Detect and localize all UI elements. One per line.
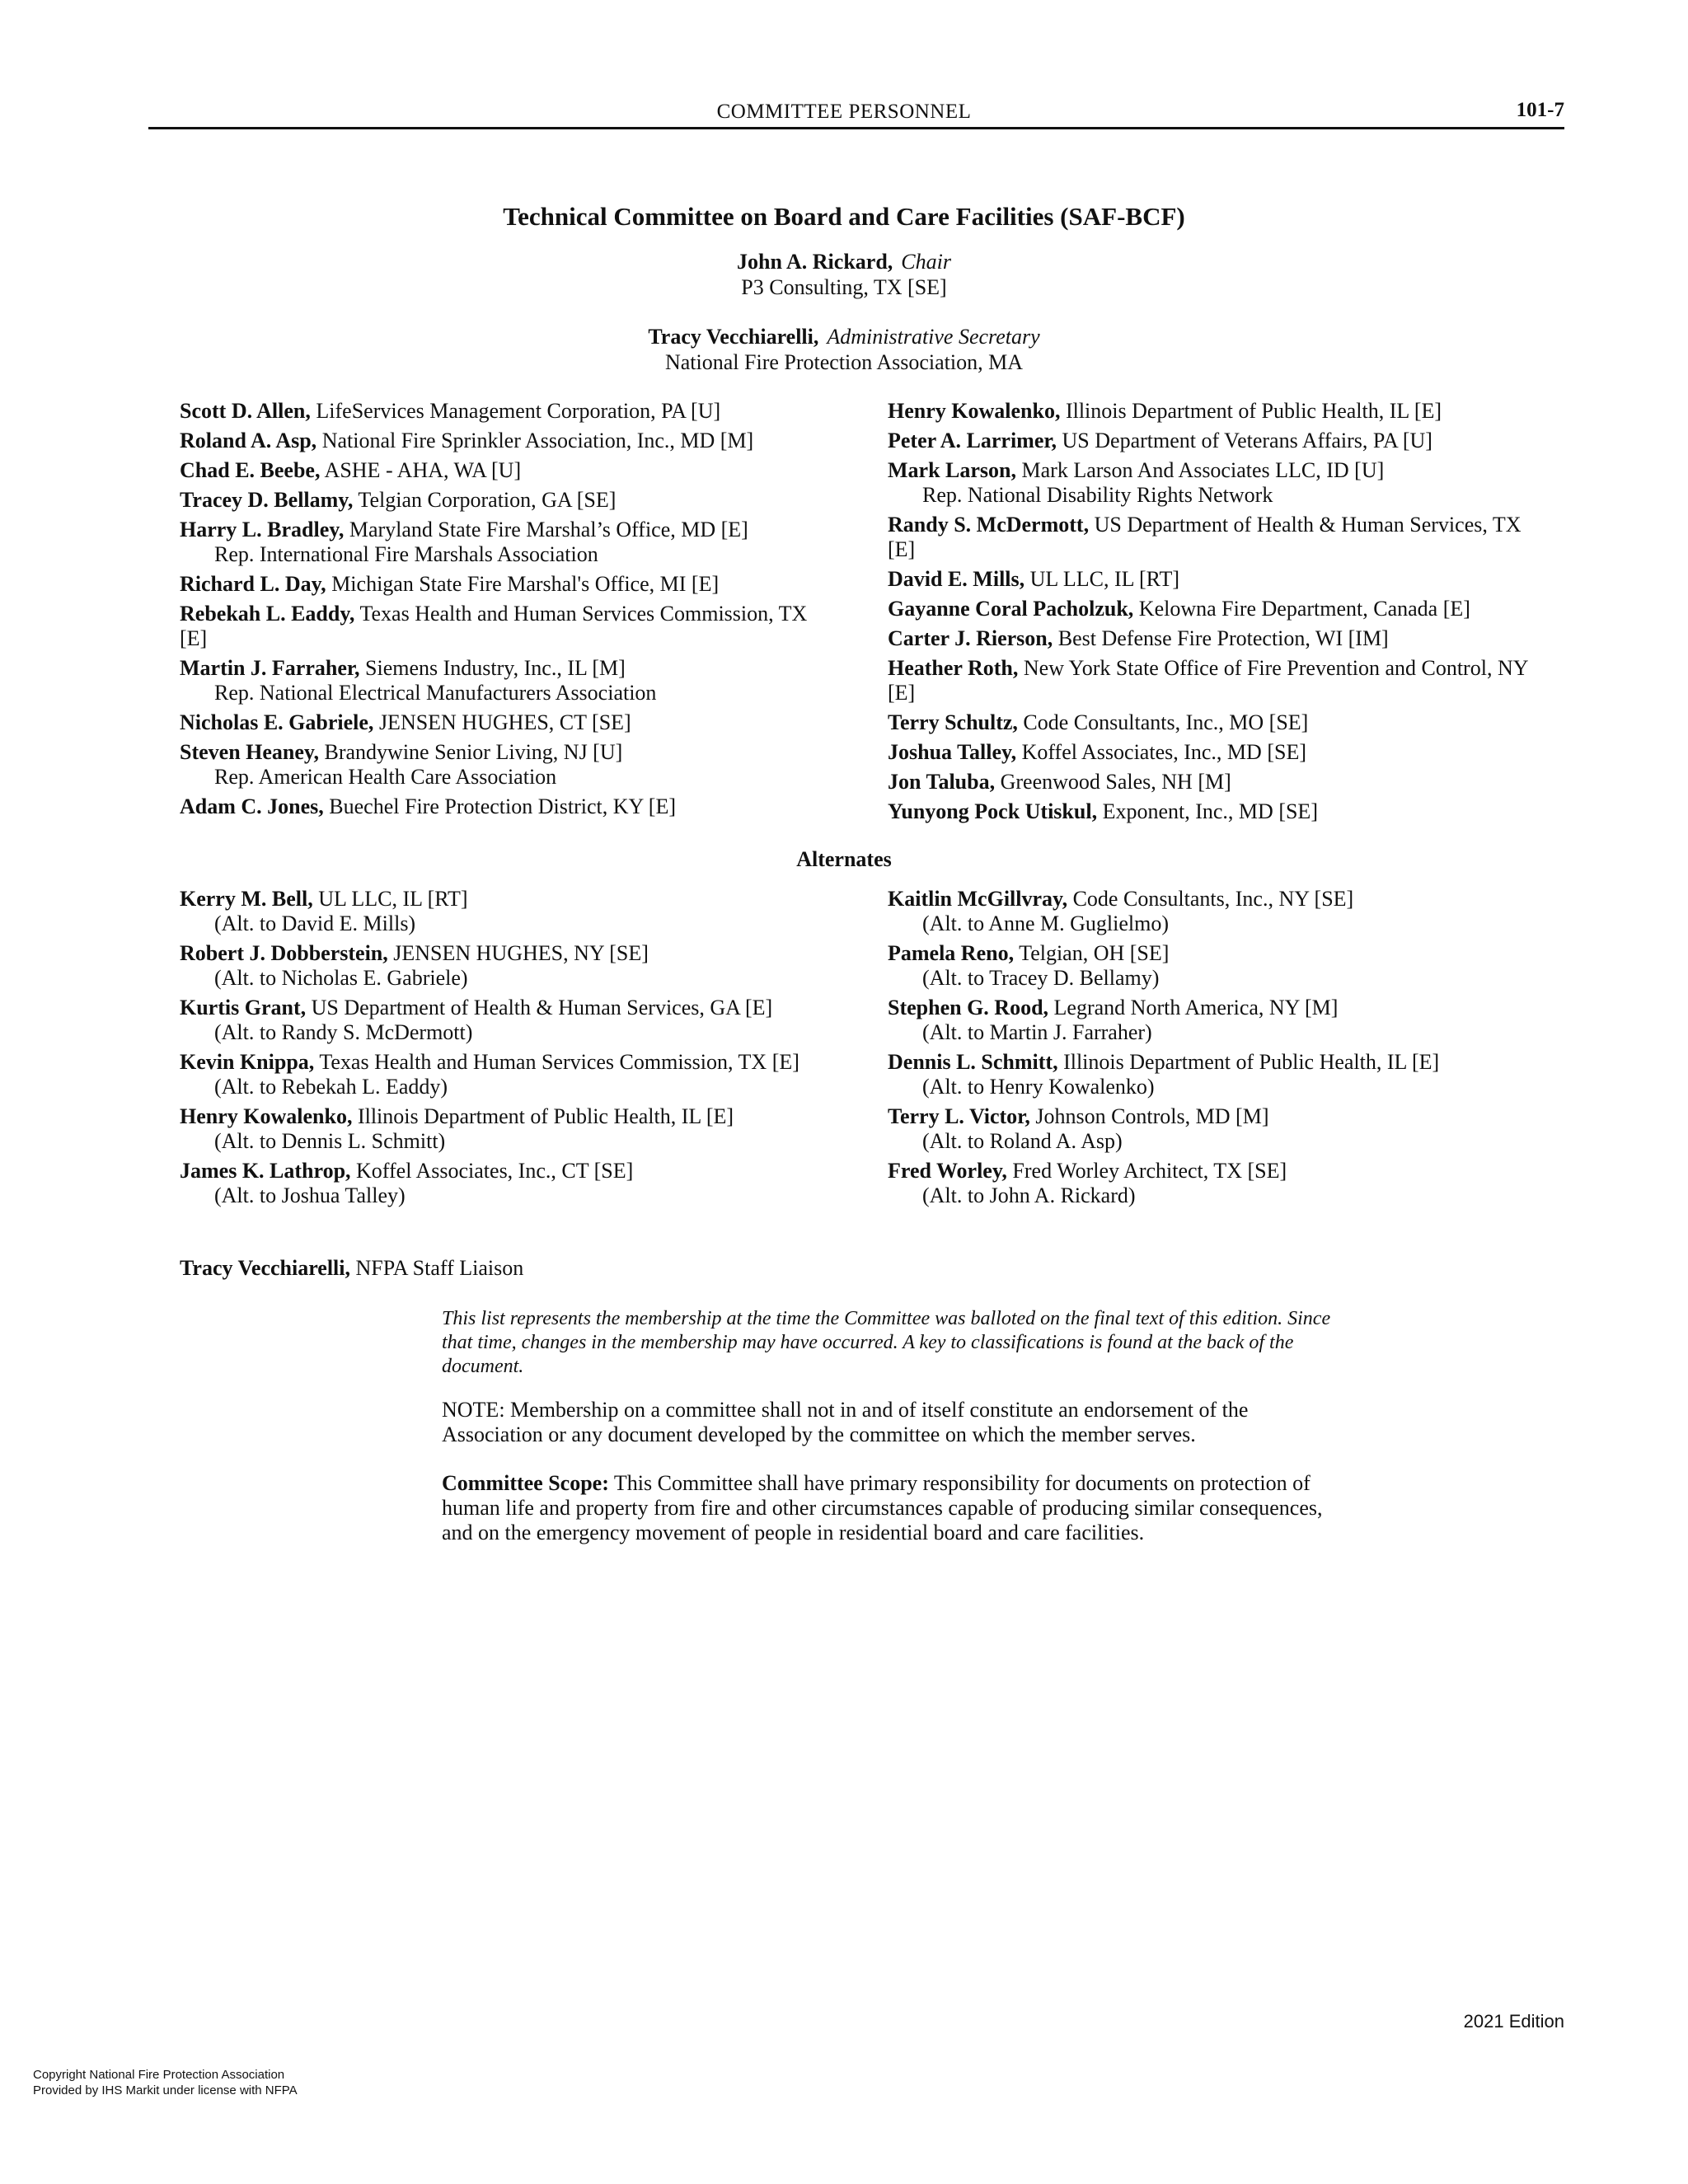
alternate-affiliation: Texas Health and Human Services Commission, TX [E] bbox=[319, 1050, 799, 1074]
member-representation: Rep. National Disability Rights Network bbox=[922, 483, 1273, 507]
alternate-entry bbox=[888, 1159, 1547, 1208]
member-name: Scott D. Allen, bbox=[180, 399, 311, 423]
member-entry bbox=[180, 488, 831, 513]
member-entry bbox=[888, 656, 1547, 705]
alternate-name: James K. Lathrop, bbox=[180, 1159, 351, 1183]
alternate-name: Pamela Reno, bbox=[888, 941, 1015, 965]
alternate-name: Dennis L. Schmitt, bbox=[888, 1050, 1058, 1074]
alternate-name: Fred Worley, bbox=[888, 1159, 1007, 1183]
alternates-heading: Alternates bbox=[796, 847, 892, 871]
member-entry bbox=[180, 518, 831, 567]
member-affiliation: Exponent, Inc., MD [SE] bbox=[1102, 799, 1318, 823]
member-affiliation: JENSEN HUGHES, CT [SE] bbox=[378, 710, 631, 734]
member-affiliation: Maryland State Fire Marshal’s Office, MD [E] bbox=[349, 518, 748, 541]
alternate-name: Stephen G. Rood, bbox=[888, 996, 1049, 1019]
alternate-for: (Alt. to Tracey D. Bellamy) bbox=[922, 966, 1160, 990]
secretary-affiliation: National Fire Protection Association, MA bbox=[664, 350, 1023, 374]
copyright-notice bbox=[33, 2067, 298, 2098]
member-affiliation: Buechel Fire Protection District, KY [E] bbox=[329, 794, 677, 818]
committee-scope-label: Committee Scope: bbox=[442, 1471, 609, 1495]
member-entry bbox=[180, 710, 831, 735]
member-entry bbox=[888, 799, 1547, 824]
alternate-entry bbox=[180, 941, 831, 991]
members-left-column bbox=[180, 399, 831, 824]
alternate-entry bbox=[888, 887, 1547, 936]
member-name: Yunyong Pock Utiskul, bbox=[888, 799, 1098, 823]
member-name: Richard L. Day, bbox=[180, 572, 326, 596]
member-entry bbox=[888, 740, 1547, 765]
membership-disclaimer: This list represents the membership at the time the Committee was balloted on the final text of this edition. Since that time, changes in the membership may have occurred. A key to classifications is found at the back of the document. bbox=[442, 1308, 1331, 1377]
member-name: Peter A. Larrimer, bbox=[888, 429, 1057, 452]
alternate-name: Kaitlin McGillvray, bbox=[888, 887, 1068, 911]
member-entry bbox=[888, 458, 1547, 508]
alternate-name: Kurtis Grant, bbox=[180, 996, 307, 1019]
member-affiliation: UL LLC, IL [RT] bbox=[1029, 567, 1179, 591]
member-entry bbox=[888, 399, 1547, 424]
member-name: Harry L. Bradley, bbox=[180, 518, 345, 541]
member-name: Mark Larson, bbox=[888, 458, 1016, 482]
alternates-right-column bbox=[888, 887, 1547, 1213]
member-entry bbox=[180, 602, 831, 651]
member-affiliation: Code Consultants, Inc., MO [SE] bbox=[1023, 710, 1309, 734]
member-entry bbox=[180, 656, 831, 705]
member-name: Nicholas E. Gabriele, bbox=[180, 710, 374, 734]
alternate-for: (Alt. to Dennis L. Schmitt) bbox=[214, 1129, 446, 1153]
alternate-name: Henry Kowalenko, bbox=[180, 1104, 353, 1128]
member-affiliation: Kelowna Fire Department, Canada [E] bbox=[1138, 597, 1470, 621]
alternate-entry bbox=[888, 1050, 1547, 1099]
alternate-for: (Alt. to Martin J. Farraher) bbox=[922, 1020, 1152, 1044]
alternate-affiliation: Koffel Associates, Inc., CT [SE] bbox=[356, 1159, 634, 1183]
chair-affiliation: P3 Consulting, TX [SE] bbox=[741, 275, 947, 299]
member-name: Terry Schultz, bbox=[888, 710, 1018, 734]
header-rule bbox=[148, 127, 1564, 129]
alternate-affiliation: Johnson Controls, MD [M] bbox=[1035, 1104, 1269, 1128]
member-affiliation: ASHE - AHA, WA [U] bbox=[324, 458, 522, 482]
member-name: Carter J. Rierson, bbox=[888, 626, 1053, 650]
alternates-left-column bbox=[180, 887, 831, 1213]
member-name: Jon Taluba, bbox=[888, 770, 996, 794]
alternate-name: Kevin Knippa, bbox=[180, 1050, 315, 1074]
member-entry bbox=[180, 458, 831, 483]
committee-title: Technical Committee on Board and Care Facilities (SAF-BCF) bbox=[503, 202, 1185, 231]
member-representation: Rep. American Health Care Association bbox=[214, 765, 557, 789]
member-name: Heather Roth, bbox=[888, 656, 1019, 680]
member-entry bbox=[888, 513, 1547, 562]
member-affiliation: Telgian Corporation, GA [SE] bbox=[358, 488, 617, 512]
committee-scope-text: This Committee shall have primary responsibility for documents on protection of human life and property from fire and other circumstances capable of producing similar consequences, and on the emergency movement of people in residential board and care facilities. bbox=[442, 1471, 1323, 1544]
member-name: Tracey D. Bellamy, bbox=[180, 488, 354, 512]
staff-liaison-name: Tracy Vecchiarelli, bbox=[180, 1256, 350, 1280]
member-affiliation: Siemens Industry, Inc., IL [M] bbox=[365, 656, 626, 680]
alternate-affiliation: JENSEN HUGHES, NY [SE] bbox=[393, 941, 649, 965]
member-name: Joshua Talley, bbox=[888, 740, 1017, 764]
member-affiliation: US Department of Veterans Affairs, PA [U] bbox=[1062, 429, 1432, 452]
edition-label: 2021 Edition bbox=[1463, 2011, 1564, 2032]
alternate-affiliation: Illinois Department of Public Health, IL [E] bbox=[357, 1104, 734, 1128]
member-affiliation: National Fire Sprinkler Association, Inc., MD [M] bbox=[321, 429, 754, 452]
membership-note: NOTE: Membership on a committee shall not in and of itself constitute an endorsement of the Association or any document developed by the committee on which the member serves. bbox=[442, 1398, 1249, 1446]
alternate-entry bbox=[180, 1104, 831, 1154]
alternate-affiliation: US Department of Health & Human Services, GA [E] bbox=[311, 996, 773, 1019]
alternate-for: (Alt. to Joshua Talley) bbox=[214, 1183, 406, 1207]
committee-scope bbox=[442, 1471, 1340, 1545]
alternate-affiliation: UL LLC, IL [RT] bbox=[318, 887, 468, 911]
alternate-entry bbox=[180, 1050, 831, 1099]
chair-block bbox=[0, 249, 1688, 300]
member-name: David E. Mills, bbox=[888, 567, 1025, 591]
member-representation: Rep. International Fire Marshals Association bbox=[214, 542, 598, 566]
member-name: Roland A. Asp, bbox=[180, 429, 317, 452]
member-affiliation: Texas Health and Human Services Commission, TX [E] bbox=[180, 602, 808, 650]
member-affiliation: Koffel Associates, Inc., MD [SE] bbox=[1021, 740, 1306, 764]
secretary-name: Tracy Vecchiarelli, bbox=[648, 325, 819, 349]
member-affiliation: Mark Larson And Associates LLC, ID [U] bbox=[1021, 458, 1385, 482]
member-entry bbox=[888, 567, 1547, 592]
alternate-for: (Alt. to Roland A. Asp) bbox=[922, 1129, 1123, 1153]
alternate-for: (Alt. to John A. Rickard) bbox=[922, 1183, 1136, 1207]
alternate-entry bbox=[888, 941, 1547, 991]
running-header-title: COMMITTEE PERSONNEL bbox=[716, 101, 972, 123]
alternate-name: Terry L. Victor, bbox=[888, 1104, 1030, 1128]
member-name: Martin J. Farraher, bbox=[180, 656, 360, 680]
member-affiliation: Greenwood Sales, NH [M] bbox=[1000, 770, 1231, 794]
chair-role: Chair bbox=[901, 250, 951, 274]
alternate-entry bbox=[180, 996, 831, 1045]
alternate-entry bbox=[888, 1104, 1547, 1154]
member-entry bbox=[180, 572, 831, 597]
alternate-for: (Alt. to Nicholas E. Gabriele) bbox=[214, 966, 468, 990]
alternate-affiliation: Legrand North America, NY [M] bbox=[1053, 996, 1339, 1019]
secretary-block bbox=[0, 324, 1688, 375]
staff-liaison-role: NFPA Staff Liaison bbox=[355, 1256, 524, 1280]
member-name: Rebekah L. Eaddy, bbox=[180, 602, 355, 626]
member-entry bbox=[888, 626, 1547, 651]
member-name: Chad E. Beebe, bbox=[180, 458, 321, 482]
page-number: 101-7 bbox=[1516, 99, 1564, 121]
member-entry bbox=[180, 794, 831, 819]
alternate-name: Robert J. Dobberstein, bbox=[180, 941, 388, 965]
member-entry bbox=[888, 710, 1547, 735]
member-name: Randy S. McDermott, bbox=[888, 513, 1090, 537]
member-affiliation: Brandywine Senior Living, NJ [U] bbox=[324, 740, 623, 764]
alternate-entry bbox=[888, 996, 1547, 1045]
member-affiliation: LifeServices Management Corporation, PA [U] bbox=[316, 399, 721, 423]
alternate-affiliation: Code Consultants, Inc., NY [SE] bbox=[1072, 887, 1354, 911]
members-right-column bbox=[888, 399, 1547, 829]
member-affiliation: New York State Office of Fire Prevention and Control, NY [E] bbox=[888, 656, 1528, 705]
member-name: Gayanne Coral Pacholzuk, bbox=[888, 597, 1134, 621]
member-name: Adam C. Jones, bbox=[180, 794, 324, 818]
alternate-name: Kerry M. Bell, bbox=[180, 887, 313, 911]
alternate-entry bbox=[180, 887, 831, 936]
alternate-affiliation: Illinois Department of Public Health, IL [E] bbox=[1063, 1050, 1440, 1074]
staff-liaison bbox=[180, 1256, 523, 1281]
copyright-line-2: Provided by IHS Markit under license with NFPA bbox=[33, 2083, 298, 2097]
member-entry bbox=[180, 740, 831, 790]
alternate-affiliation: Telgian, OH [SE] bbox=[1019, 941, 1170, 965]
alternate-for: (Alt. to Henry Kowalenko) bbox=[922, 1075, 1155, 1099]
member-affiliation: US Department of Health & Human Services, TX [E] bbox=[888, 513, 1522, 561]
alternate-affiliation: Fred Worley Architect, TX [SE] bbox=[1012, 1159, 1287, 1183]
chair-name: John A. Rickard, bbox=[737, 250, 893, 274]
member-affiliation: Michigan State Fire Marshal's Office, MI [E] bbox=[331, 572, 720, 596]
alternate-entry bbox=[180, 1159, 831, 1208]
secretary-role: Administrative Secretary bbox=[827, 325, 1040, 349]
alternate-for: (Alt. to David E. Mills) bbox=[214, 912, 416, 935]
alternate-for: (Alt. to Rebekah L. Eaddy) bbox=[214, 1075, 448, 1099]
copyright-line-1: Copyright National Fire Protection Association bbox=[33, 2068, 285, 2082]
alternate-for: (Alt. to Anne M. Guglielmo) bbox=[922, 912, 1169, 935]
member-entry bbox=[888, 770, 1547, 794]
member-representation: Rep. National Electrical Manufacturers Association bbox=[214, 681, 657, 705]
member-affiliation: Illinois Department of Public Health, IL [E] bbox=[1065, 399, 1442, 423]
member-entry bbox=[180, 399, 831, 424]
member-name: Steven Heaney, bbox=[180, 740, 319, 764]
member-entry bbox=[888, 429, 1547, 453]
member-entry bbox=[888, 597, 1547, 621]
alternate-for: (Alt. to Randy S. McDermott) bbox=[214, 1020, 473, 1044]
member-name: Henry Kowalenko, bbox=[888, 399, 1061, 423]
member-affiliation: Best Defense Fire Protection, WI [IM] bbox=[1057, 626, 1389, 650]
member-entry bbox=[180, 429, 831, 453]
